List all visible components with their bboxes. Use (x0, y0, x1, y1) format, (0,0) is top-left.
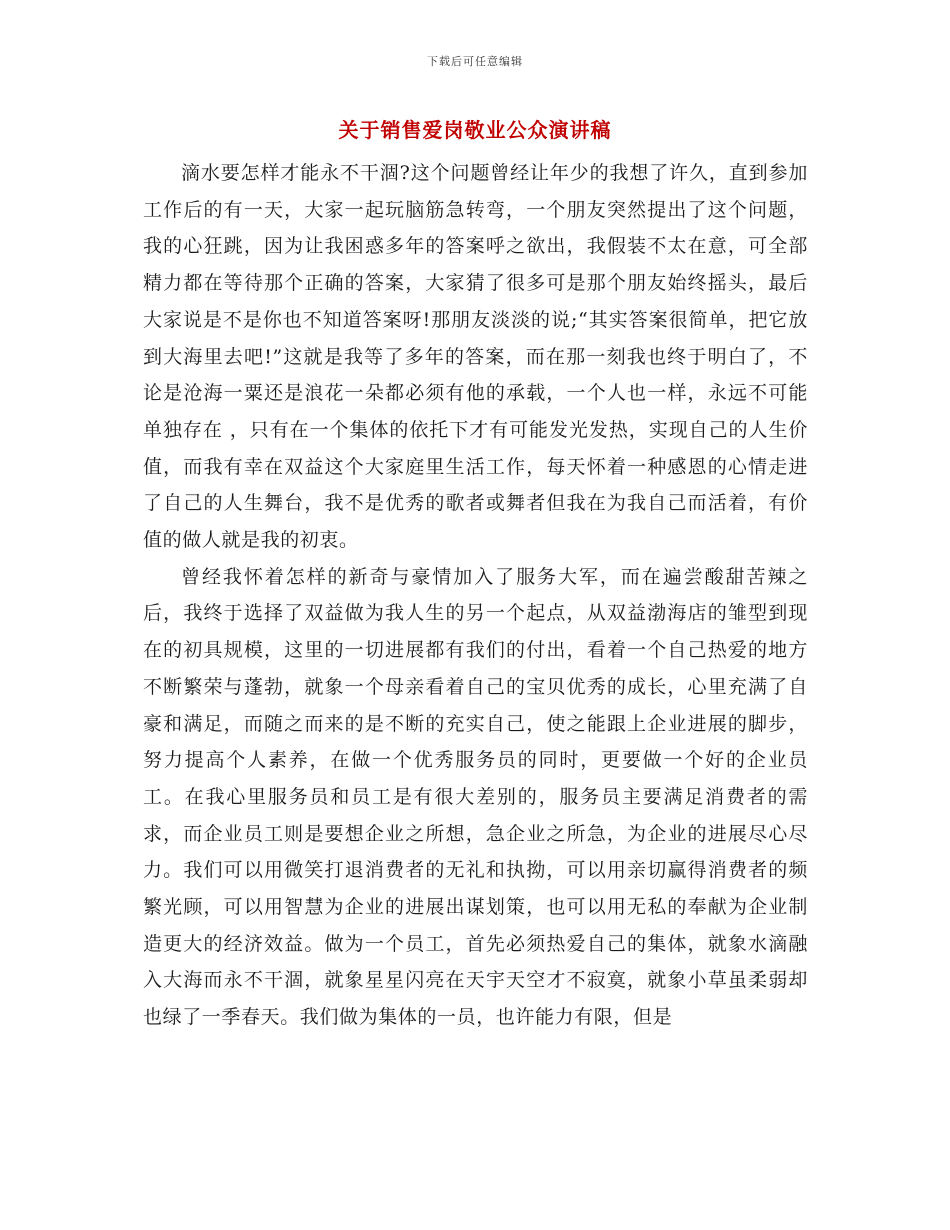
paragraph: 曾经我怀着怎样的新奇与豪情加入了服务大军，而在遍尝酸甜苦辣之后，我终于选择了双益做为我人生的另一个起点，从双益渤海店的雏型到现在的初具规模，这里的一切进展都有我们的付出，看着一个自己热爱的地方不断繁荣与蓬勃，就象一个母亲看着自己的宝贝优秀的成长，心里充满了自豪和满足，而随之而来的是不断的充实自己，使之能跟上企业进展的脚步，努力提高个人素养，在做一个优秀服务员的同时，更要做一个好的企业员工。在我心里服务员和员工是有很大差别的，服务员主要满足消费者的需求，而企业员工则是要想企业之所想，急企业之所急，为企业的进展尽心尽力。我们可以用微笑打退消费者的无礼和执拗，可以用亲切赢得消费者的频繁光顾，可以用智慧为企业的进展出谋划策，也可以用无私的奉献为企业制造更大的经济效益。做为一个员工，首先必须热爱自己的集体，就象水滴融入大海而永不干涸，就象星星闪亮在天宇天空才不寂寞，就象小草虽柔弱却也绿了一季春天。我们做为集体的一员，也许能力有限，但是 (143, 565, 808, 1029)
header-note: 下载后可任意编辑 (427, 55, 523, 68)
document-title: 关于销售爱岗敬业公众演讲稿 (338, 118, 612, 142)
document-body (143, 155, 808, 1036)
paragraph: 滴水要怎样才能永不干涸?这个问题曾经让年少的我想了许久，直到参加工作后的有一天，大家一起玩脑筋急转弯，一个朋友突然提出了这个问题，我的心狂跳，因为让我困惑多年的答案呼之欲出，我假装不太在意，可全部精力都在等待那个正确的答案，大家猜了很多可是那个朋友始终摇头，最后大家说是不是你也不知道答案呀!那朋友淡淡的说;“其实答案很简单，把它放到大海里去吧!”这就是我等了多年的答案，而在那一刻我也终于明白了，不论是沧海一粟还是浪花一朵都必须有他的承载，一个人也一样，永远不可能单独存在 ，只有在一个集体的依托下才有可能发光发热，实现自己的人生价值，而我有幸在双益这个大家庭里生活工作，每天怀着一种感恩的心情走进了自己的人生舞台，我不是优秀的歌者或舞者但我在为我自己而活着，有价值的做人就是我的初衷。 (143, 162, 808, 552)
